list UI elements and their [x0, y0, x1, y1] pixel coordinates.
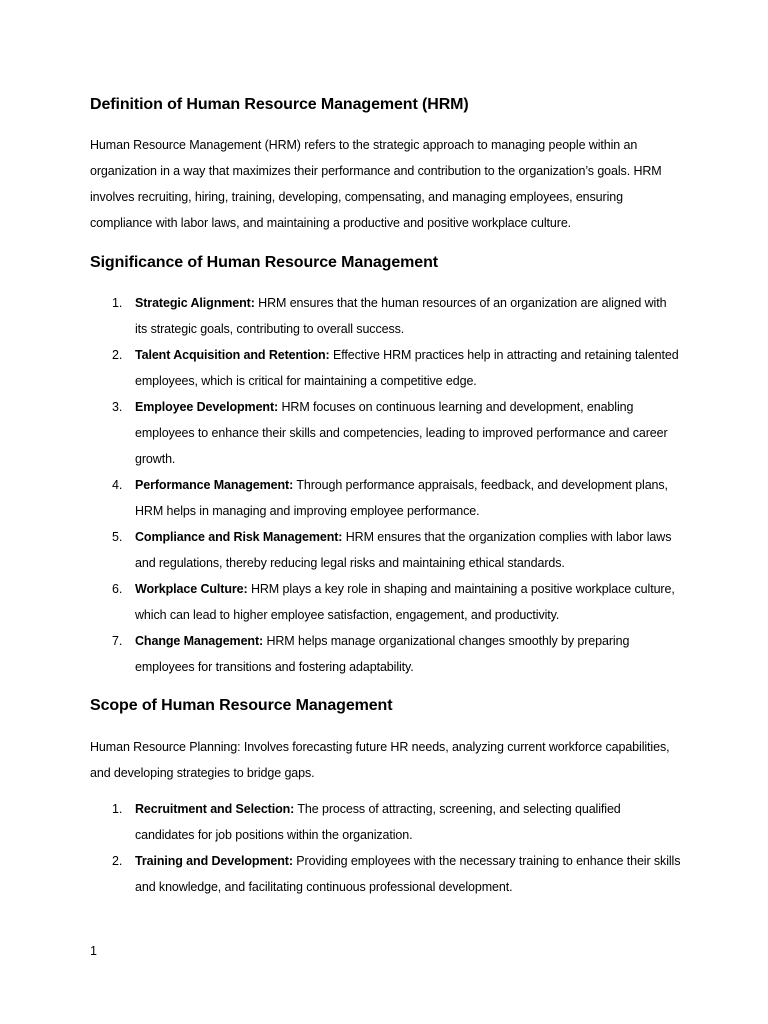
list-item-number: 3. [112, 400, 123, 414]
list-item-text: HRM ensures that the organization complies with labor laws and regulations, thereby reducing legal risks and maintaining ethical standards. [135, 530, 672, 570]
list-item [90, 576, 682, 628]
scope-paragraph: Human Resource Planning: Involves forecasting future HR needs, analyzing current workforce capabilities, and developing strategies to bridge gaps. [90, 740, 670, 780]
list-item-term: Talent Acquisition and Retention: [135, 348, 330, 362]
list-item-term: Change Management: [135, 634, 264, 648]
scope-heading: Scope of Human Resource Management [90, 697, 393, 714]
list-item-term: Compliance and Risk Management: [135, 530, 343, 544]
list-item [90, 394, 682, 472]
list-item [90, 796, 682, 848]
list-item-number: 6. [112, 582, 123, 596]
document-content [90, 94, 682, 900]
significance-heading: Significance of Human Resource Management [90, 254, 438, 271]
scope-list [90, 796, 682, 900]
list-item-text: HRM helps manage organizational changes smoothly by preparing employees for transitions and fostering adaptability. [135, 634, 630, 674]
list-item [90, 848, 682, 900]
list-item [90, 472, 682, 524]
list-item-number: 2. [112, 854, 123, 868]
list-item-text: Through performance appraisals, feedback, and development plans, HRM helps in managing and improving employee performance. [135, 478, 668, 518]
list-item-text: HRM ensures that the human resources of an organization are aligned with its strategic goals, contributing to overall success. [135, 296, 667, 336]
list-item [90, 524, 682, 576]
list-item-number: 1. [112, 802, 123, 816]
list-item-text: HRM focuses on continuous learning and development, enabling employees to enhance their skills and competencies, leading to improved performance and career growth. [135, 400, 668, 466]
list-item-text: The process of attracting, screening, and selecting qualified candidates for job positions within the organization. [135, 802, 621, 842]
page-number: 1 [90, 944, 97, 958]
list-item-number: 7. [112, 634, 123, 648]
list-item-text: Effective HRM practices help in attracting and retaining talented employees, which is critical for maintaining a competitive edge. [135, 348, 679, 388]
list-item-number: 2. [112, 348, 123, 362]
list-item-text: HRM plays a key role in shaping and maintaining a positive workplace culture, which can lead to higher employee satisfaction, engagement, and productivity. [135, 582, 675, 622]
list-item-term: Recruitment and Selection: [135, 802, 295, 816]
list-item-text: Providing employees with the necessary training to enhance their skills and knowledge, and facilitating continuous professional development. [135, 854, 681, 894]
list-item [90, 342, 682, 394]
list-item-term: Performance Management: [135, 478, 294, 492]
list-item-number: 4. [112, 478, 123, 492]
significance-list [90, 290, 682, 680]
list-item-term: Training and Development: [135, 854, 293, 868]
list-item-term: Employee Development: [135, 400, 279, 414]
list-item-term: Workplace Culture: [135, 582, 248, 596]
definition-paragraph: Human Resource Management (HRM) refers to the strategic approach to managing people within an organization in a way that maximizes their performance and contribution to the organization’s goals. HRM involves recruiting, hiring, training, developing, compensating, and managing employees, ensuring compliance with labor laws, and maintaining a productive and positive workplace culture. [90, 138, 662, 230]
list-item [90, 290, 682, 342]
list-item [90, 628, 682, 680]
list-item-number: 1. [112, 296, 123, 310]
definition-heading: Definition of Human Resource Management (HRM) [90, 96, 469, 113]
list-item-term: Strategic Alignment: [135, 296, 255, 310]
list-item-number: 5. [112, 530, 123, 544]
